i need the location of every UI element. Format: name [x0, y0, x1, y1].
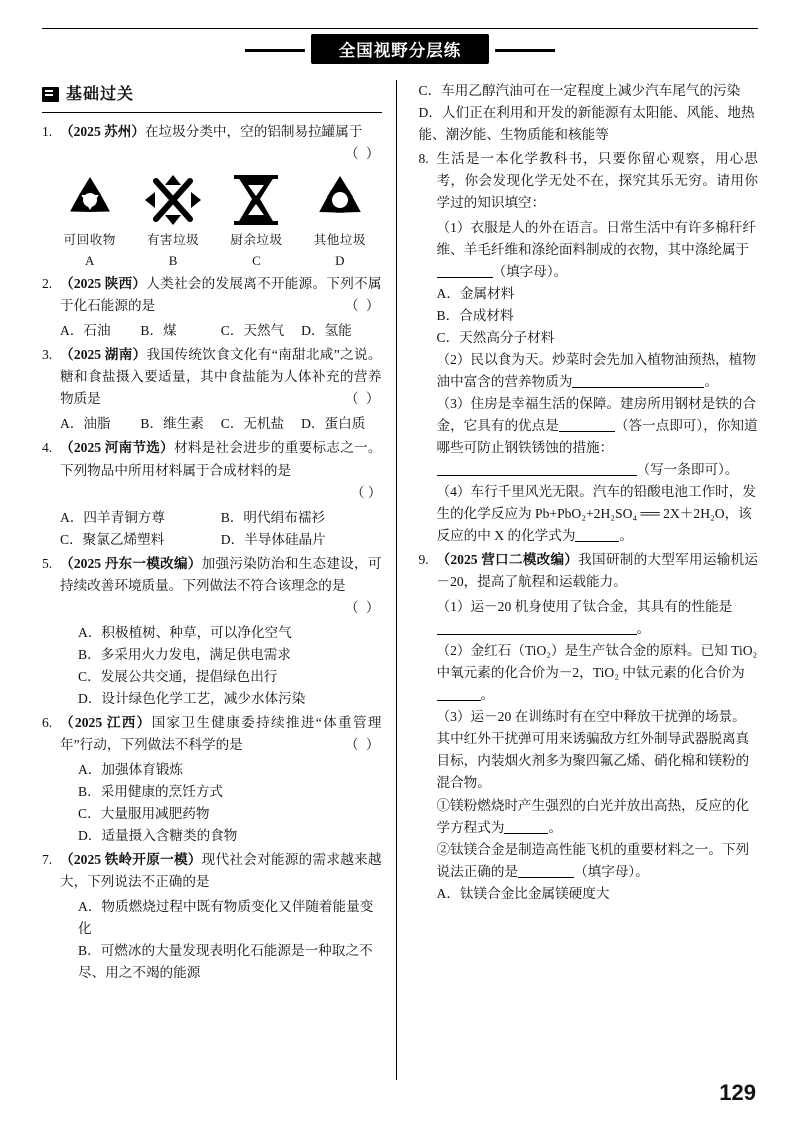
question-source: （2025 江西） — [60, 714, 152, 730]
option-a[interactable]: A．油脂 — [60, 416, 111, 432]
question-stem: 材料是社会进步的重要标志之一。下列物品中所用材料属于合成材料的是 — [60, 440, 382, 478]
option-c[interactable]: C．天然气 — [220, 323, 285, 339]
question-number: 4. — [42, 440, 53, 456]
figure-caption: 其他垃圾 — [313, 232, 366, 247]
option-d[interactable]: D．适量摄入含糖类的食物 — [78, 827, 238, 843]
section-title: 基础过关 — [66, 86, 135, 103]
part-text: （3）运－20 在训练时有在空中释放干扰弹的场景。其中红外干扰弹可用来诱骗敌方红外制导武器脱离真目标，内装烟火剂多为聚四氟乙烯、硝化棉和镁粉的混合物。 — [436, 709, 750, 791]
part-after: （写一条即可）。 — [636, 462, 739, 478]
option-a[interactable]: A．加强体育锻炼 — [78, 761, 183, 777]
question-source: （2025 陕西） — [60, 276, 147, 292]
figure-caption: 厨余垃圾 — [230, 232, 283, 247]
question-source: （2025 丹东一模改编） — [60, 555, 202, 571]
question-text — [60, 273, 382, 317]
answer-blank[interactable] — [437, 462, 637, 477]
option-b[interactable]: B．合成材料 — [436, 308, 514, 324]
question-4-options — [60, 507, 382, 551]
question-stem: 加强污染防治和生态建设，可持续改善环境质量。下列做法不符合该理念的是 — [60, 555, 382, 593]
part-after: 。 — [480, 687, 495, 703]
question-3-options — [60, 413, 382, 435]
option-d[interactable]: D．氢能 — [301, 323, 352, 339]
option-c[interactable]: C．大量服用减肥药物 — [78, 805, 210, 821]
figure-d — [304, 173, 376, 271]
part-1-blank-line — [437, 618, 759, 640]
section-header — [42, 82, 382, 108]
answer-blank[interactable] — [572, 374, 704, 389]
question-source: （2025 苏州） — [60, 123, 145, 139]
part-after: （填字母）。 — [574, 863, 649, 879]
part-4 — [437, 481, 759, 547]
answer-paren: （ ） — [344, 391, 382, 407]
figure-caption: 有害垃圾 — [146, 232, 200, 247]
answer-blank[interactable] — [437, 687, 481, 702]
part-2 — [437, 640, 759, 706]
question-stem: 我国研制的大型军用运输机运－20，提高了航程和运载能力。 — [436, 552, 758, 590]
section-rule — [42, 112, 382, 113]
figure-letter: C — [252, 253, 261, 269]
recycle-recyclable-icon — [60, 173, 120, 227]
answer-blank[interactable] — [437, 264, 493, 279]
question-7-options-right — [419, 80, 759, 146]
option-a[interactable]: A．金属材料 — [436, 286, 515, 302]
option-b[interactable]: B．采用健康的烹饪方式 — [78, 783, 224, 799]
question-stem: 国家卫生健康委持续推进“体重管理年”行动，下列做法不科学的是 — [60, 714, 382, 752]
question-7 — [42, 849, 382, 893]
option-d[interactable]: D．设计绿色化学工艺，减少水体污染 — [78, 690, 306, 706]
figure-b — [137, 173, 209, 271]
option-b[interactable]: B．明代绢布襦衫 — [220, 509, 325, 525]
part-text: （1）运－20 机身使用了钛合金，其具有的性能是 — [436, 599, 733, 615]
part-after: （答一点即可），你知道哪些可防止钢铁锈蚀的措施： — [436, 418, 758, 456]
part-after: 。 — [548, 819, 563, 835]
question-number: 6. — [42, 714, 53, 730]
part-text: ②钛镁合金是制造高性能飞机的重要材料之一。下列说法正确的是 — [436, 841, 750, 879]
question-stem: 生活是一本化学教科书，只要你留心观察，用心思考，你会发现化学无处不在，探究其乐无穷。请用你学过的知识填空： — [436, 151, 758, 211]
question-8 — [419, 148, 759, 214]
question-stem: 现代社会对能源的需求越来越大，下列说法不正确的是 — [60, 851, 382, 889]
part-after: （填字母）。 — [492, 264, 568, 280]
figure-letter: D — [335, 253, 345, 269]
banner-title: 全国视野分层练 — [311, 34, 490, 64]
flag-icon — [42, 87, 59, 102]
option-d[interactable]: D．人们正在利用和开发的新能源有太阳能、风能、地热能、潮汐能、生物质能和核能等 — [418, 105, 755, 143]
question-source: （2025 营口二模改编） — [436, 552, 579, 568]
option-c[interactable]: C．发展公共交通，提倡绿色出行 — [78, 668, 278, 684]
option-c[interactable]: C．车用乙醇汽油可在一定程度上减少汽车尾气的污染 — [418, 83, 741, 98]
question-number: 2. — [42, 276, 53, 292]
question-4 — [42, 437, 382, 503]
part-text: （2）金红石（TiO₂）是生产钛合金的原料。已知 TiO₂ 中氧元素的化合价为－2，TiO₂ 中钛元素的化合价为 — [436, 643, 758, 681]
question-3 — [42, 344, 382, 410]
part-after: 。 — [619, 528, 634, 544]
question-text — [437, 549, 759, 593]
question-5 — [42, 553, 382, 619]
answer-paren-line — [60, 482, 382, 504]
option-b[interactable]: B．煤 — [140, 323, 177, 339]
option-d[interactable]: D．半导体硅晶片 — [220, 531, 326, 547]
recycle-hazardous-icon — [143, 173, 203, 227]
figure-a — [54, 173, 126, 271]
question-stem: 人类社会的发展离不开能源。下列不属于化石能源的是 — [60, 276, 382, 314]
question-stem: 我国传统饮食文化有“南甜北咸”之说。糖和食盐摄入要适量，其中食盐能为人体补充的营养物质是 — [60, 347, 382, 407]
recycle-figure-row — [48, 173, 382, 271]
question-number: 1. — [42, 123, 53, 139]
figure-c — [220, 173, 292, 271]
question-7-options-left — [60, 896, 382, 984]
question-6 — [42, 712, 382, 756]
question-number: 9. — [418, 552, 429, 568]
left-column — [42, 80, 397, 1080]
answer-blank[interactable] — [559, 418, 615, 433]
part-2 — [437, 349, 759, 393]
top-rule — [42, 28, 758, 29]
question-source: （2025 湖南） — [60, 347, 147, 363]
question-number: 8. — [418, 151, 429, 167]
question-8-parts — [437, 217, 759, 547]
answer-paren: （ ） — [350, 484, 382, 500]
question-number: 7. — [42, 851, 53, 867]
question-text — [60, 849, 382, 893]
answer-paren: （ ） — [344, 736, 382, 752]
answer-blank[interactable] — [504, 819, 548, 834]
option-c[interactable]: C．聚氯乙烯塑料 — [60, 531, 165, 547]
question-2 — [42, 273, 382, 317]
answer-paren: （ ） — [344, 599, 382, 615]
option-d[interactable]: D．蛋白质 — [301, 416, 366, 432]
part-text: ①镁粉燃烧时产生强烈的白光并放出高热，反应的化学方程式为 — [436, 797, 750, 835]
question-6-options — [60, 759, 382, 847]
part-1 — [437, 596, 759, 618]
question-9-parts — [437, 596, 759, 904]
question-text — [60, 712, 382, 756]
part-text: （1）衣服是人的外在语言。日常生活中有许多棉秆纤维、羊毛纤维和涤纶面料制成的衣物，其中涤纶属于 — [436, 220, 756, 258]
option-b[interactable]: B．多采用火力发电，满足供电需求 — [78, 646, 291, 662]
question-1 — [42, 121, 382, 165]
option-c[interactable]: C．天然高分子材料 — [436, 330, 555, 346]
question-source: （2025 铁岭开原一模） — [60, 851, 202, 867]
question-text — [60, 121, 382, 165]
part-3-blank-line — [437, 459, 759, 481]
part-after: 。 — [636, 621, 651, 637]
question-number: 3. — [42, 347, 53, 363]
answer-blank[interactable] — [518, 863, 574, 878]
question-source: （2025 河南节选） — [60, 440, 174, 456]
option-a[interactable]: A．钛镁合金比金属镁硬度大 — [436, 885, 610, 901]
question-text — [60, 553, 382, 619]
question-text — [437, 148, 759, 214]
question-text — [60, 344, 382, 410]
question-text — [60, 437, 382, 503]
option-a[interactable]: A．石油 — [60, 323, 111, 339]
question-number: 5. — [42, 555, 53, 571]
question-9 — [419, 549, 759, 593]
part-3-sub-2 — [437, 839, 759, 883]
question-5-options — [60, 622, 382, 710]
part-text: （2）民以食为天。炒菜时会先加入植物油预热，植物油中富含的营养物质为 — [436, 352, 756, 390]
option-a[interactable]: A．物质燃烧过程中既有物质变化又伴随着能量变化 — [78, 898, 374, 936]
part-text: （4）车行千里风光无限。汽车的铅酸电池工作时，发生的化学反应为 Pb+PbO₂+2H₂SO₄ ══ 2X＋2H₂O，该反应的中 X 的化学式为 — [436, 484, 756, 544]
part-3 — [437, 393, 759, 459]
figure-caption: 可回收物 — [63, 232, 116, 247]
option-a[interactable]: A．积极植树、种草，可以净化空气 — [78, 624, 292, 640]
part-3-sub-1 — [437, 795, 759, 839]
part-text: （3）住房是幸福生活的保障。建房所用钢材是铁的合金，它具有的优点是 — [436, 396, 756, 434]
page-number: 129 — [719, 1080, 756, 1105]
two-column-body — [42, 80, 758, 1080]
option-b[interactable]: B．维生素 — [140, 416, 204, 432]
figure-letter: B — [168, 253, 178, 269]
answer-paren: （ ） — [344, 145, 382, 161]
recycle-other-icon — [310, 173, 370, 227]
part-after: 。 — [704, 374, 719, 390]
answer-blank[interactable] — [437, 621, 637, 636]
figure-letter: A — [84, 253, 95, 269]
option-c[interactable]: C．无机盐 — [220, 416, 285, 432]
recycle-kitchen-icon — [226, 173, 286, 227]
option-a[interactable]: A．四羊青铜方尊 — [60, 509, 165, 525]
answer-paren: （ ） — [344, 298, 382, 314]
option-b[interactable]: B．可燃冰的大量发现表明化石能源是一种取之不尽、用之不竭的能源 — [78, 942, 373, 980]
right-column — [397, 80, 759, 1080]
answer-blank[interactable] — [575, 528, 619, 543]
question-2-options — [60, 320, 382, 342]
question-stem: 在垃圾分类中，空的铝制易拉罐属于 — [144, 123, 363, 139]
page-banner — [0, 34, 800, 64]
part-1 — [437, 217, 759, 283]
part-3 — [437, 706, 759, 794]
